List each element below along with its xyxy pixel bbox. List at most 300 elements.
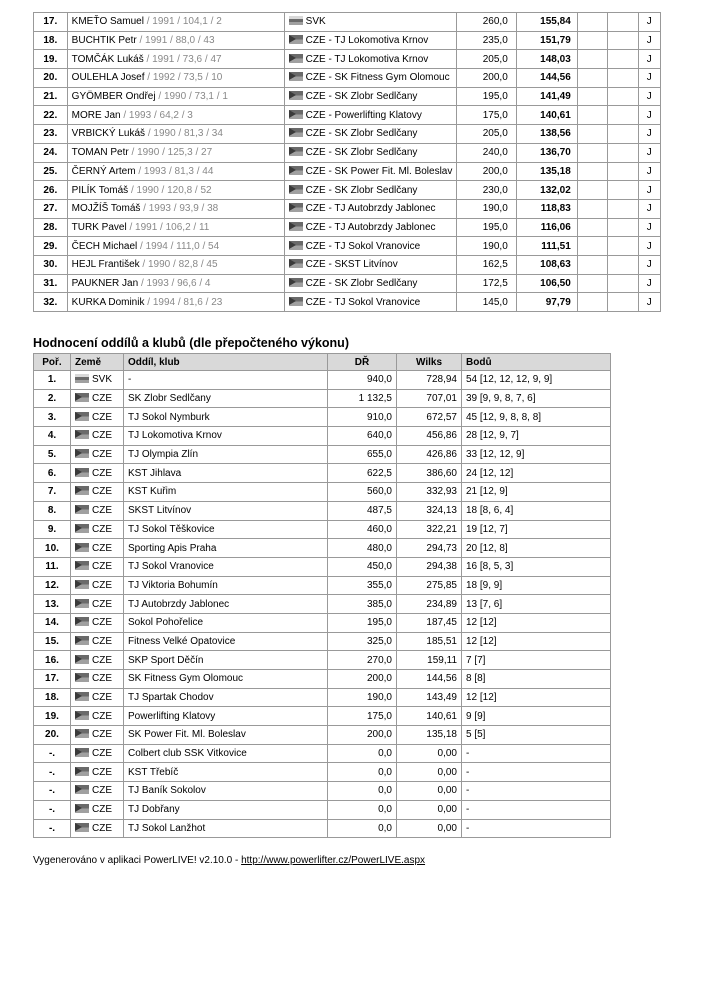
athlete-rank: 29.	[34, 237, 68, 256]
club-country-cell	[71, 707, 124, 726]
athlete-club-cell	[284, 31, 457, 50]
separator: /	[143, 53, 153, 65]
club-rank: 15.	[34, 632, 71, 651]
club-country-cell	[71, 595, 124, 614]
athlete-total: 195,0	[457, 87, 516, 106]
athlete-meta: 1992 / 73,5 / 10	[152, 72, 223, 84]
club-row	[34, 557, 611, 576]
club-points: 16 [8, 5, 3]	[462, 557, 611, 576]
empty-cell	[608, 50, 638, 69]
club-wilks: 275,85	[397, 576, 462, 595]
athlete-category: J	[638, 50, 660, 69]
club-row	[34, 632, 611, 651]
club-points: -	[462, 782, 611, 801]
athlete-club-cell	[284, 50, 457, 69]
athlete-wilks: 148,03	[516, 50, 577, 69]
athlete-club-cell	[284, 293, 457, 312]
club-name: TJ Sokol Těškovice	[124, 520, 328, 539]
club-rank: 1.	[34, 371, 71, 390]
club-name: Sokol Pohořelice	[124, 613, 328, 632]
athlete-total: 190,0	[457, 237, 516, 256]
club-country: CZE	[92, 710, 112, 722]
club-dr: 940,0	[328, 371, 397, 390]
athlete-row	[34, 31, 661, 50]
club-points: 39 [9, 9, 8, 7, 6]	[462, 389, 611, 408]
athlete-club-cell	[284, 162, 457, 181]
athlete-meta: 1993 / 64,2 / 3	[128, 109, 193, 121]
athlete-club-cell	[284, 87, 457, 106]
empty-cell	[577, 218, 607, 237]
athlete-total: 200,0	[457, 162, 516, 181]
athlete-wilks: 106,50	[516, 274, 577, 293]
club-wilks: 0,00	[397, 782, 462, 801]
empty-cell	[577, 181, 607, 200]
club-wilks: 294,73	[397, 539, 462, 558]
club-name: TJ Sokol Lanžhot	[124, 819, 328, 838]
czech-flag-icon	[75, 599, 89, 608]
czech-flag-icon	[75, 430, 89, 439]
athlete-wilks: 111,51	[516, 237, 577, 256]
header-country: Země	[71, 354, 124, 371]
czech-flag-icon	[75, 729, 89, 738]
club-dr: 0,0	[328, 782, 397, 801]
athlete-name-cell	[67, 255, 284, 274]
club-rank: 3.	[34, 408, 71, 427]
athlete-rank: 17.	[34, 13, 68, 32]
separator: /	[143, 16, 153, 28]
club-wilks: 144,56	[397, 670, 462, 689]
club-country: CZE	[92, 748, 112, 760]
club-points: 21 [12, 9]	[462, 483, 611, 502]
empty-cell	[608, 274, 638, 293]
czech-flag-icon	[75, 785, 89, 794]
club-country-cell	[71, 520, 124, 539]
club-wilks: 0,00	[397, 763, 462, 782]
club-country: CZE	[92, 598, 112, 610]
athlete-meta: 1991 / 106,2 / 11	[135, 221, 210, 233]
athlete-category: J	[638, 181, 660, 200]
empty-cell	[577, 106, 607, 125]
header-club: Oddíl, klub	[124, 354, 328, 371]
club-dr: 655,0	[328, 445, 397, 464]
club-country: CZE	[92, 822, 112, 834]
athlete-rank: 24.	[34, 143, 68, 162]
club-dr: 355,0	[328, 576, 397, 595]
club-points: 24 [12, 12]	[462, 464, 611, 483]
club-rank: 20.	[34, 726, 71, 745]
club-row	[34, 726, 611, 745]
athlete-row	[34, 125, 661, 144]
athlete-club-cell	[284, 181, 457, 200]
club-wilks: 672,57	[397, 408, 462, 427]
athlete-category: J	[638, 237, 660, 256]
club-wilks: 140,61	[397, 707, 462, 726]
club-dr: 385,0	[328, 595, 397, 614]
athlete-name-cell	[67, 106, 284, 125]
empty-cell	[608, 125, 638, 144]
club-rank: -.	[34, 800, 71, 819]
club-dr: 200,0	[328, 670, 397, 689]
athlete-club: CZE - TJ Lokomotiva Krnov	[305, 53, 429, 65]
athlete-name-cell	[67, 125, 284, 144]
athlete-category: J	[638, 13, 660, 32]
club-name: TJ Sokol Vranovice	[124, 557, 328, 576]
athlete-name: HEJL František	[71, 259, 140, 271]
athlete-club: CZE - SK Power Fit. Ml. Boleslav	[305, 165, 453, 177]
club-wilks: 187,45	[397, 613, 462, 632]
club-row	[34, 613, 611, 632]
athlete-name-cell	[67, 293, 284, 312]
athlete-row	[34, 50, 661, 69]
club-country-cell	[71, 763, 124, 782]
club-name: KST Jihlava	[124, 464, 328, 483]
czech-flag-icon	[289, 241, 303, 250]
club-dr: 200,0	[328, 726, 397, 745]
athlete-club: CZE - SK Zlobr Sedlčany	[305, 128, 418, 140]
athlete-wilks: 144,56	[516, 69, 577, 88]
czech-flag-icon	[289, 297, 303, 306]
club-points: -	[462, 800, 611, 819]
club-wilks: 386,60	[397, 464, 462, 483]
club-dr: 190,0	[328, 688, 397, 707]
club-points: 28 [12, 9, 7]	[462, 427, 611, 446]
athlete-club-cell	[284, 255, 457, 274]
club-wilks: 0,00	[397, 744, 462, 763]
club-name: SKST Litvínov	[124, 501, 328, 520]
czech-flag-icon	[75, 804, 89, 813]
athlete-row	[34, 274, 661, 293]
club-name: Sporting Apis Praha	[124, 539, 328, 558]
athlete-total: 230,0	[457, 181, 516, 200]
athlete-total: 195,0	[457, 218, 516, 237]
club-wilks: 324,13	[397, 501, 462, 520]
club-wilks: 135,18	[397, 726, 462, 745]
athlete-category: J	[638, 106, 660, 125]
athlete-name: OULEHLA Josef	[71, 72, 145, 84]
athlete-category: J	[638, 143, 660, 162]
club-country: CZE	[92, 561, 112, 573]
club-country: CZE	[92, 505, 112, 517]
athlete-name-cell	[67, 13, 284, 32]
club-row	[34, 445, 611, 464]
empty-cell	[608, 181, 638, 200]
czech-flag-icon	[75, 617, 89, 626]
club-dr: 195,0	[328, 613, 397, 632]
header-rank: Poř.	[34, 354, 71, 371]
czech-flag-icon	[75, 636, 89, 645]
athlete-wilks: 136,70	[516, 143, 577, 162]
athlete-total: 145,0	[457, 293, 516, 312]
club-row	[34, 819, 611, 838]
athlete-club: CZE - Powerlifting Klatovy	[305, 109, 422, 121]
club-country: CZE	[92, 635, 112, 647]
empty-cell	[608, 218, 638, 237]
club-rank: 13.	[34, 595, 71, 614]
czech-flag-icon	[75, 748, 89, 757]
empty-cell	[608, 31, 638, 50]
athlete-club: CZE - TJ Sokol Vranovice	[305, 296, 421, 308]
club-table-header-row	[34, 354, 611, 371]
athlete-row	[34, 87, 661, 106]
club-points: 54 [12, 12, 12, 9, 9]	[462, 371, 611, 390]
club-country: CZE	[92, 654, 112, 666]
club-wilks: 143,49	[397, 688, 462, 707]
empty-cell	[577, 143, 607, 162]
club-country: CZE	[92, 393, 112, 405]
empty-cell	[608, 199, 638, 218]
empty-cell	[608, 69, 638, 88]
athlete-name-cell	[67, 143, 284, 162]
athlete-wilks: 108,63	[516, 255, 577, 274]
club-wilks: 426,86	[397, 445, 462, 464]
athlete-total: 205,0	[457, 50, 516, 69]
club-rank: 2.	[34, 389, 71, 408]
club-country: CZE	[92, 579, 112, 591]
athlete-name: PAUKNER Jan	[71, 277, 139, 289]
athlete-rank: 26.	[34, 181, 68, 200]
czech-flag-icon	[75, 561, 89, 570]
athlete-meta: 1990 / 125,3 / 27	[137, 147, 213, 159]
club-country-cell	[71, 688, 124, 707]
club-rank: 11.	[34, 557, 71, 576]
club-row	[34, 688, 611, 707]
club-dr: 0,0	[328, 763, 397, 782]
czech-flag-icon	[289, 147, 303, 156]
club-name: TJ Autobrzdy Jablonec	[124, 595, 328, 614]
club-name: Colbert club SSK Vitkovice	[124, 744, 328, 763]
club-wilks: 234,89	[397, 595, 462, 614]
czech-flag-icon	[75, 580, 89, 589]
powerlive-link[interactable]: http://www.powerlifter.cz/PowerLIVE.aspx	[241, 855, 426, 866]
czech-flag-icon	[75, 543, 89, 552]
czech-flag-icon	[289, 110, 303, 119]
club-row	[34, 800, 611, 819]
athlete-name-cell	[67, 162, 284, 181]
club-dr: 270,0	[328, 651, 397, 670]
club-country-cell	[71, 613, 124, 632]
separator: /	[155, 91, 164, 103]
empty-cell	[577, 199, 607, 218]
club-row	[34, 464, 611, 483]
empty-cell	[577, 237, 607, 256]
athlete-meta: 1994 / 111,0 / 54	[145, 240, 220, 252]
club-name: SK Fitness Gym Olomouc	[124, 670, 328, 689]
separator: /	[136, 35, 146, 47]
athlete-wilks: 138,56	[516, 125, 577, 144]
club-row	[34, 539, 611, 558]
athlete-category: J	[638, 255, 660, 274]
athlete-rank: 28.	[34, 218, 68, 237]
club-country: CZE	[92, 692, 112, 704]
czech-flag-icon	[75, 823, 89, 832]
athlete-meta: 1991 / 104,1 / 2	[152, 16, 222, 28]
club-country: CZE	[92, 523, 112, 535]
club-wilks: 159,11	[397, 651, 462, 670]
athlete-name: BUCHTIK Petr	[71, 35, 137, 47]
athlete-club-cell	[284, 143, 457, 162]
athlete-name: PILÍK Tomáš	[71, 184, 129, 196]
club-dr: 640,0	[328, 427, 397, 446]
club-country: CZE	[92, 766, 112, 778]
czech-flag-icon	[75, 711, 89, 720]
czech-flag-icon	[289, 128, 303, 137]
athlete-club: CZE - SKST Litvínov	[305, 259, 398, 271]
athlete-club: CZE - TJ Lokomotiva Krnov	[305, 35, 429, 47]
athlete-wilks: 151,79	[516, 31, 577, 50]
club-country-cell	[71, 576, 124, 595]
separator: /	[144, 296, 153, 308]
czech-flag-icon	[75, 486, 89, 495]
athlete-name: ČECH Michael	[71, 240, 138, 252]
czech-flag-icon	[289, 203, 303, 212]
athlete-wilks: 116,06	[516, 218, 577, 237]
club-dr: 1 132,5	[328, 389, 397, 408]
athlete-name: GYÖMBER Ondřej	[71, 91, 156, 103]
separator: /	[135, 165, 144, 177]
club-name: SK Power Fit. Ml. Boleslav	[124, 726, 328, 745]
clubs-section-title: Hodnocení oddílů a klubů (dle přepočteného výkonu)	[33, 336, 349, 350]
club-rank: 10.	[34, 539, 71, 558]
athlete-name: MORE Jan	[71, 109, 121, 121]
club-row	[34, 763, 611, 782]
club-country: CZE	[92, 411, 112, 423]
athlete-wilks: 155,84	[516, 13, 577, 32]
czech-flag-icon	[75, 673, 89, 682]
club-name: TJ Baník Sokolov	[124, 782, 328, 801]
club-country: CZE	[92, 729, 112, 741]
czech-flag-icon	[289, 222, 303, 231]
athlete-name: VRBICKÝ Lukáš	[71, 128, 146, 140]
czech-flag-icon	[75, 655, 89, 664]
athlete-club: CZE - SK Zlobr Sedlčany	[305, 147, 418, 159]
club-rank: 7.	[34, 483, 71, 502]
empty-cell	[577, 31, 607, 50]
club-wilks: 332,93	[397, 483, 462, 502]
athlete-category: J	[638, 125, 660, 144]
athlete-name-cell	[67, 87, 284, 106]
club-row	[34, 651, 611, 670]
club-row	[34, 782, 611, 801]
empty-cell	[577, 87, 607, 106]
separator: /	[145, 128, 154, 140]
athlete-rank: 25.	[34, 162, 68, 181]
athlete-rank: 20.	[34, 69, 68, 88]
footer	[33, 855, 425, 866]
empty-cell	[577, 69, 607, 88]
athlete-name-cell	[67, 237, 284, 256]
club-points: 7 [7]	[462, 651, 611, 670]
club-wilks: 185,51	[397, 632, 462, 651]
club-country-cell	[71, 632, 124, 651]
slovakia-flag-icon	[289, 16, 303, 25]
club-country-cell	[71, 539, 124, 558]
athlete-row	[34, 162, 661, 181]
athlete-rank: 32.	[34, 293, 68, 312]
czech-flag-icon	[289, 259, 303, 268]
athlete-rank: 30.	[34, 255, 68, 274]
club-rank: 19.	[34, 707, 71, 726]
athlete-club-cell	[284, 199, 457, 218]
separator: /	[144, 72, 153, 84]
athlete-row	[34, 255, 661, 274]
athlete-row	[34, 69, 661, 88]
club-country-cell	[71, 371, 124, 390]
athlete-row	[34, 199, 661, 218]
club-dr: 0,0	[328, 800, 397, 819]
club-rank: 18.	[34, 688, 71, 707]
athlete-club: CZE - SK Zlobr Sedlčany	[305, 91, 418, 103]
club-dr: 622,5	[328, 464, 397, 483]
athlete-club-cell	[284, 69, 457, 88]
club-country-cell	[71, 427, 124, 446]
athlete-wilks: 97,79	[516, 293, 577, 312]
club-country-cell	[71, 483, 124, 502]
athlete-row	[34, 293, 661, 312]
club-name: TJ Spartak Chodov	[124, 688, 328, 707]
club-points: 19 [12, 7]	[462, 520, 611, 539]
athlete-meta: 1993 / 93,9 / 38	[148, 203, 219, 215]
separator: /	[140, 203, 149, 215]
athlete-club: CZE - TJ Autobrzdy Jablonec	[305, 221, 436, 233]
club-name: TJ Olympia Zlín	[124, 445, 328, 464]
czech-flag-icon	[289, 35, 303, 44]
athlete-category: J	[638, 218, 660, 237]
czech-flag-icon	[75, 412, 89, 421]
club-country: CZE	[92, 467, 112, 479]
empty-cell	[608, 13, 638, 32]
club-wilks: 456,86	[397, 427, 462, 446]
club-points: 20 [12, 8]	[462, 539, 611, 558]
czech-flag-icon	[75, 449, 89, 458]
club-points: 9 [9]	[462, 707, 611, 726]
separator: /	[120, 109, 129, 121]
athlete-name: ČERNÝ Artem	[71, 165, 136, 177]
club-name: TJ Viktoria Bohumín	[124, 576, 328, 595]
club-points: 18 [9, 9]	[462, 576, 611, 595]
czech-flag-icon	[289, 185, 303, 194]
club-dr: 460,0	[328, 520, 397, 539]
athlete-category: J	[638, 69, 660, 88]
club-rank: 16.	[34, 651, 71, 670]
club-wilks: 728,94	[397, 371, 462, 390]
club-row	[34, 595, 611, 614]
club-country-cell	[71, 464, 124, 483]
club-dr: 0,0	[328, 744, 397, 763]
athlete-name: TURK Pavel	[71, 221, 127, 233]
separator: /	[126, 221, 136, 233]
separator: /	[139, 259, 148, 271]
club-rank: 5.	[34, 445, 71, 464]
athlete-total: 172,5	[457, 274, 516, 293]
club-rank: -.	[34, 744, 71, 763]
athlete-meta: 1993 / 81,3 / 44	[143, 165, 214, 177]
czech-flag-icon	[289, 166, 303, 175]
athlete-club-cell	[284, 274, 457, 293]
club-points: 45 [12, 9, 8, 8, 8]	[462, 408, 611, 427]
club-country: CZE	[92, 449, 112, 461]
club-dr: 487,5	[328, 501, 397, 520]
athlete-club: CZE - TJ Sokol Vranovice	[305, 240, 421, 252]
club-name: Powerlifting Klatovy	[124, 707, 328, 726]
separator: /	[137, 240, 146, 252]
athlete-club: CZE - SK Zlobr Sedlčany	[305, 184, 418, 196]
athlete-rank: 18.	[34, 31, 68, 50]
club-points: 13 [7, 6]	[462, 595, 611, 614]
club-row	[34, 670, 611, 689]
athlete-name-cell	[67, 50, 284, 69]
empty-cell	[608, 255, 638, 274]
empty-cell	[608, 106, 638, 125]
